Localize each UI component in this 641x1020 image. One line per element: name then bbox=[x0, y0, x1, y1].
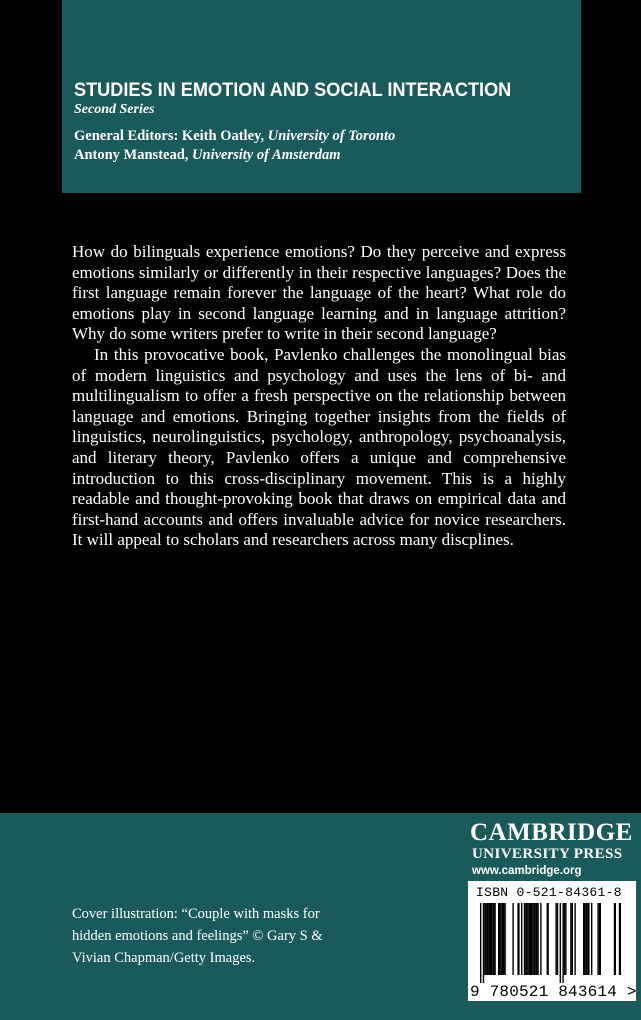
barcode-bar bbox=[532, 903, 533, 975]
barcode-bar bbox=[489, 903, 490, 975]
barcode-bar bbox=[531, 903, 532, 975]
series-title: STUDIES IN EMOTION AND SOCIAL INTERACTION bbox=[74, 79, 512, 101]
series-header-box bbox=[62, 0, 581, 193]
barcode-bar bbox=[486, 903, 488, 975]
barcode-bar bbox=[555, 903, 556, 975]
barcode-bar bbox=[502, 903, 503, 975]
barcode-bar bbox=[540, 903, 541, 975]
publisher-name: CAMBRIDGE bbox=[470, 819, 633, 846]
barcode-bar bbox=[591, 903, 592, 975]
barcode-bar bbox=[599, 903, 601, 975]
barcode-bar bbox=[500, 903, 501, 975]
barcode-bar bbox=[574, 903, 575, 975]
barcode-bar bbox=[535, 903, 537, 975]
barcode-bar bbox=[484, 903, 486, 975]
editor-line-1 bbox=[74, 127, 581, 146]
barcode-bar bbox=[587, 903, 589, 975]
barcode-bar bbox=[583, 903, 585, 975]
barcode-bars bbox=[476, 903, 630, 983]
blurb-paragraph-1: How do bilinguals experience emotions? Do they perceive and express emotions similarly or differently in their respective languages? Does the first language remain forever the language of the heart? What role do emotions play in second language learning and in language attrition? Why do some writers prefer to write in their second language? bbox=[72, 242, 566, 344]
barcode-bar bbox=[614, 903, 616, 975]
barcode-bar bbox=[560, 903, 561, 983]
barcode-bar bbox=[525, 903, 527, 975]
barcode-bar bbox=[517, 903, 519, 975]
editors-prefix: General Editors: Keith Oatley, bbox=[74, 128, 268, 144]
publisher-press: UNIVERSITY PRESS bbox=[472, 846, 623, 862]
barcode-bar bbox=[524, 903, 525, 975]
barcode-bar bbox=[585, 903, 587, 975]
barcode-box bbox=[468, 881, 636, 1001]
barcode-bar bbox=[529, 903, 531, 975]
blurb-paragraph-2: In this provocative book, Pavlenko challenges the monolingual bias of modern linguistics and psychology and uses the lens of bi- and multilingualism to offer a fresh perspective on the relationship between language and emotions. Bringing together insights from the fields of linguistics, neurolinguistics, psychology, anthropology, psychoanalysis, and literary theory, Pavlenko offers a unique and comprehensive introduction to this cross-disciplinary movement. This is a highly readable and thought-provoking book that draws on empirical data and first-hand accounts and offers invaluable advice for novice researchers. It will appeal to scholars and researchers across many discplines. bbox=[72, 344, 566, 550]
barcode-bar bbox=[521, 903, 522, 975]
barcode-bar bbox=[570, 903, 571, 975]
barcode-bar bbox=[504, 903, 505, 975]
barcode-bar bbox=[547, 903, 549, 975]
barcode-bar bbox=[534, 903, 535, 975]
barcode-bar bbox=[562, 903, 563, 983]
barcode-bar bbox=[512, 903, 513, 975]
barcode-bar bbox=[494, 903, 495, 975]
publisher-url: www.cambridge.org bbox=[472, 865, 582, 877]
barcode-bar bbox=[565, 903, 566, 975]
series-subtitle: Second Series bbox=[74, 102, 155, 117]
general-editors bbox=[74, 127, 581, 165]
barcode-bar bbox=[492, 903, 494, 975]
barcode-bar bbox=[483, 903, 484, 983]
barcode-bar bbox=[503, 903, 504, 975]
barcode-bar bbox=[490, 903, 492, 975]
publisher-logo bbox=[470, 820, 638, 879]
editor2-affiliation: University of Amsterdam bbox=[192, 147, 341, 163]
barcode-bar bbox=[527, 903, 528, 975]
barcode-bar bbox=[597, 903, 598, 975]
barcode-bar bbox=[480, 903, 481, 983]
barcode-bar bbox=[498, 903, 500, 975]
barcode-bar bbox=[572, 903, 573, 975]
cover-illustration-credit: Cover illustration: “Couple with masks for hidden emotions and feelings” © Gary S & Vivian Chapman/Getty Images. bbox=[72, 906, 323, 966]
book-blurb bbox=[72, 242, 566, 551]
barcode-digits: 9 780521 843614 > bbox=[470, 983, 637, 1001]
editor1-affiliation: University of Toronto bbox=[267, 128, 396, 144]
editor2-name: Antony Manstead, bbox=[74, 147, 193, 163]
barcode-bar bbox=[557, 903, 558, 975]
editor-line-2 bbox=[74, 146, 581, 165]
barcode-bar bbox=[537, 903, 538, 975]
isbn-label: ISBN 0-521-84361-8 bbox=[476, 885, 622, 900]
barcode-bar bbox=[564, 903, 565, 975]
barcode-bar bbox=[619, 903, 621, 975]
